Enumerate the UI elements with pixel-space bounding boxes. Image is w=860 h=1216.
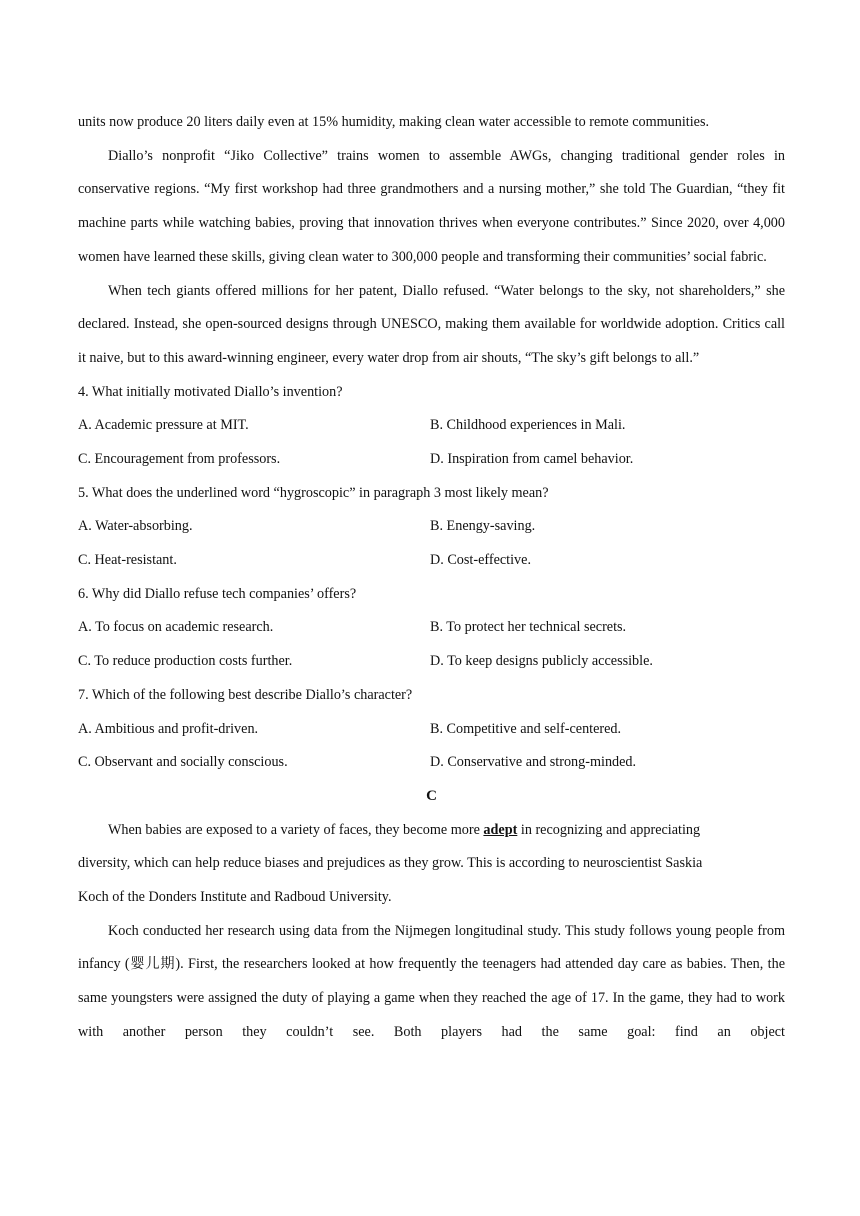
option-c[interactable]: C. To reduce production costs further. — [78, 653, 293, 670]
options-row — [78, 409, 785, 443]
question-stem: 4. What initially motivated Diallo’s invention? — [78, 383, 343, 400]
options-row — [78, 510, 785, 544]
options-row — [78, 645, 785, 679]
text-span: in recognizing and appreciating — [517, 821, 701, 838]
passage-c-paragraph-1 — [78, 814, 785, 915]
option-a[interactable]: A. Ambitious and profit-driven. — [78, 720, 259, 737]
options-row — [78, 544, 785, 578]
question-stem: 6. Why did Diallo refuse tech companies’ offers? — [78, 585, 357, 602]
paragraph-line: diversity, which can help reduce biases and prejudices as they grow. This is according to neuroscientist Saskia — [78, 855, 703, 872]
paragraph-line — [78, 814, 785, 848]
option-c[interactable]: C. Encouragement from professors. — [78, 451, 281, 467]
option-b[interactable]: B. To protect her technical secrets. — [430, 619, 627, 636]
question-6 — [78, 578, 785, 679]
passage-b-paragraph-patent: When tech giants offered millions for her patent, Diallo refused. “Water belongs to the sky, not shareholders,” she declared. Instead, she open-sourced designs through UNESCO, making them available for worldwide adoption. Critics call it naive, but to this award-winning engineer, every water drop from air shouts, “The sky’s gift belongs to all.” — [78, 282, 785, 366]
option-d[interactable]: D. Conservative and strong-minded. — [430, 754, 637, 771]
question-4 — [78, 376, 785, 477]
option-b[interactable]: B. Childhood experiences in Mali. — [430, 417, 626, 434]
question-stem: 7. Which of the following best describe Diallo’s character? — [78, 686, 413, 703]
option-b[interactable]: B. Competitive and self-centered. — [430, 720, 622, 737]
option-c[interactable]: C. Observant and socially conscious. — [78, 754, 288, 771]
option-a[interactable]: A. Academic pressure at MIT. — [78, 417, 249, 434]
passage-b-paragraph-jiko: Diallo’s nonprofit “Jiko Collective” trains women to assemble AWGs, changing traditional gender roles in conservative regions. “My first workshop had three grandmothers and a nursing mother,” she told The Guardian, “they fit machine parts while watching babies, proving that innovation thrives when everyone contributes.” Since 2020, over 4,000 women have learned these skills, giving clean water to 300,000 people and transforming their communities’ social fabric. — [78, 147, 785, 265]
section-heading-c: C — [426, 787, 437, 804]
option-d[interactable]: D. Inspiration from camel behavior. — [430, 451, 634, 467]
question-stem: 5. What does the underlined word “hygroscopic” in paragraph 3 most likely mean? — [78, 484, 549, 501]
underlined-word-adept: adept — [483, 821, 518, 838]
option-b[interactable]: B. Enengy-saving. — [430, 518, 536, 535]
option-d[interactable]: D. To keep designs publicly accessible. — [430, 653, 653, 670]
question-7 — [78, 679, 785, 780]
option-a[interactable]: A. Water-absorbing. — [78, 518, 193, 535]
option-a[interactable]: A. To focus on academic research. — [78, 619, 274, 636]
text-span: When babies are exposed to a variety of faces, they become more — [108, 821, 484, 838]
options-row — [78, 746, 785, 780]
passage-c-paragraph-2: Koch conducted her research using data from the Nijmegen longitudinal study. This study follows young people from infancy (婴儿期). First, the researchers looked at how frequently the teenagers had attended day care as babies. Then, the same youngsters were assigned the duty of playing a game when they reached the age of 17. In the game, they had to work with another person they couldn’t see. Both players had the same goal: find an object — [78, 922, 785, 1040]
options-row — [78, 611, 785, 645]
options-row — [78, 713, 785, 747]
question-5 — [78, 477, 785, 578]
option-d[interactable]: D. Cost-effective. — [430, 552, 531, 569]
options-row — [78, 443, 785, 477]
option-c[interactable]: C. Heat-resistant. — [78, 552, 177, 569]
document-page — [78, 106, 785, 1049]
paragraph-line: Koch of the Donders Institute and Radboud University. — [78, 888, 392, 905]
passage-b-paragraph-end: units now produce 20 liters daily even at 15% humidity, making clean water accessible to remote communities. — [78, 114, 710, 130]
